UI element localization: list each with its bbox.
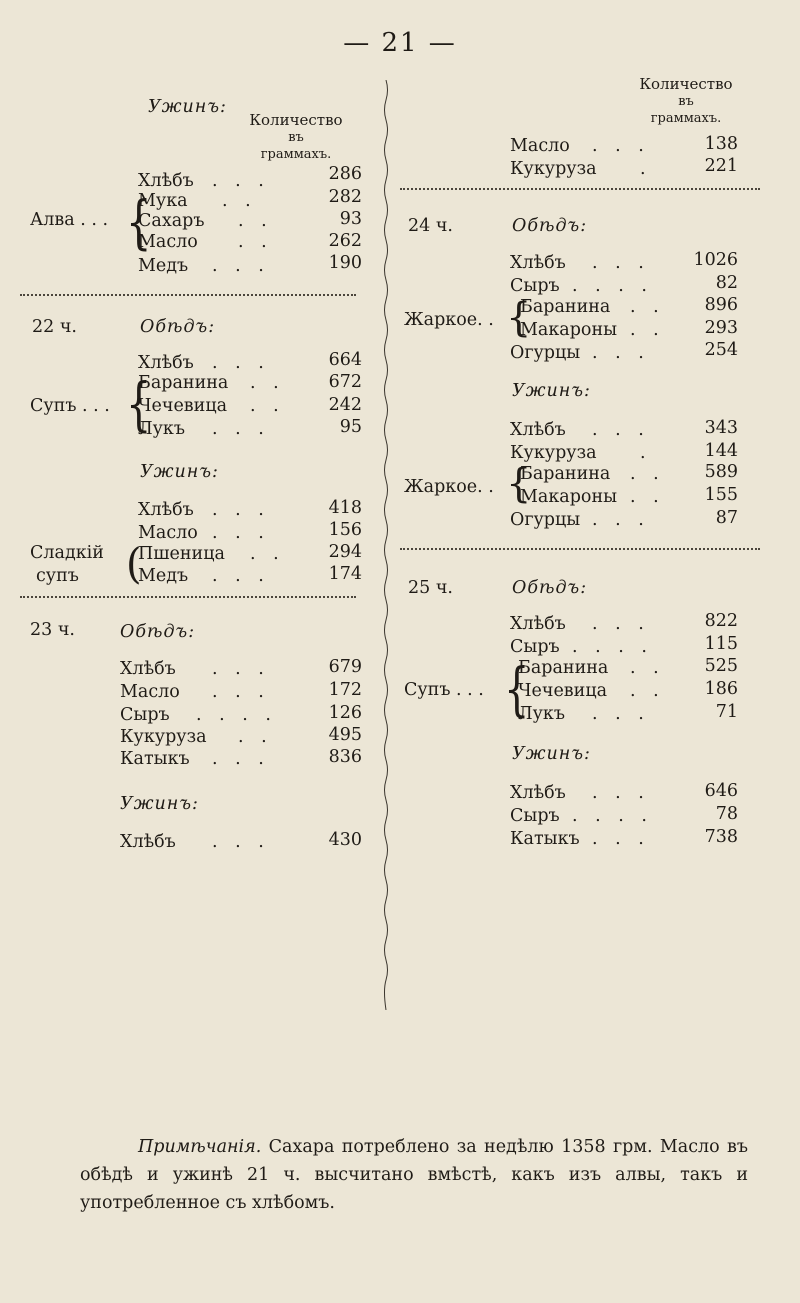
item-name: Макароны bbox=[520, 487, 618, 507]
item-value: 1026 bbox=[693, 250, 738, 270]
item-name: Кукуруза bbox=[510, 443, 597, 463]
item-value: 343 bbox=[704, 418, 738, 438]
item-value: 286 bbox=[328, 164, 362, 184]
item-name: Масло bbox=[120, 682, 180, 702]
dish-name: Сладкій bbox=[30, 543, 104, 563]
dotted-rule bbox=[20, 294, 356, 296]
item-value: 896 bbox=[704, 295, 738, 315]
item-name: Хлѣбъ bbox=[138, 171, 194, 191]
item-name: Хлѣбъ bbox=[138, 500, 194, 520]
item-value: 282 bbox=[328, 187, 362, 207]
brace: { bbox=[506, 461, 532, 507]
item-name: Хлѣбъ bbox=[510, 420, 566, 440]
item-value: 294 bbox=[328, 542, 362, 562]
item-name: Сыръ bbox=[120, 705, 170, 725]
item-value: 672 bbox=[328, 372, 362, 392]
item-value: 254 bbox=[704, 340, 738, 360]
item-value: 221 bbox=[704, 156, 738, 176]
item-name: Макароны bbox=[520, 320, 618, 340]
item-value: 138 bbox=[704, 134, 738, 154]
item-value: 822 bbox=[704, 611, 738, 631]
item-name: Катыкъ bbox=[510, 829, 580, 849]
item-name: Баранина bbox=[520, 464, 611, 484]
item-name: Хлѣбъ bbox=[138, 353, 194, 373]
qty-header-line: въ bbox=[288, 130, 304, 145]
quantity-header-right bbox=[620, 76, 752, 127]
brace: { bbox=[506, 295, 532, 341]
quantity-header-left bbox=[236, 112, 356, 163]
day-label: 25 ч. bbox=[408, 578, 453, 598]
qty-header-line: Количество bbox=[249, 111, 343, 129]
item-value: 115 bbox=[704, 634, 738, 654]
item-value: 738 bbox=[704, 827, 738, 847]
item-value: 82 bbox=[715, 273, 738, 293]
item-value: 78 bbox=[715, 804, 738, 824]
qty-header-line: граммахъ. bbox=[650, 111, 722, 126]
qty-header-line: граммахъ. bbox=[260, 147, 332, 162]
page-number: — 21 — bbox=[343, 28, 457, 58]
item-value: 71 bbox=[715, 702, 738, 722]
item-name: Хлѣбъ bbox=[510, 783, 566, 803]
dish-name: супъ bbox=[36, 566, 79, 586]
book-page: — 21 — Ужинъ: Количество въ граммахъ. Хлѣбъ . . . 286 Алва . . . { Мука . . 282 Сахаръ . . 93 Масло . . 262 Медъ . . . 190 22 ч. Обѣдъ: Хлѣбъ . . . 664 Супъ . . . { Баранина . . 672 Чечевица . . 242 Лукъ . . . 95 Ужинъ: Хлѣбъ . . . 418 Масло . . . 156 Сладкій супъ ( Пшеница . . 294 Медъ . . . 174 23 ч. Обѣдъ: Хлѣбъ . . . 679 Масло . . . 172 Сыръ . . . . 126 Кукуруза . . 495 Катыкъ . . . 836 Ужинъ: Хлѣбъ . . . 430 Количество въ граммахъ. Масло . . . 138 Кукуруза . 221 24 ч. Обѣдъ: Хлѣбъ . . . 1026 Сыръ . . . . 82 Жаркое. . { Баранина . . 896 Макароны . . 293 Огурцы . . . 254 Ужинъ: Хлѣбъ . . . 343 Кукуруза . 144 Жаркое. . { Баранина . . 589 Макароны . . 155 Огурцы . . . 87 25 ч. Обѣдъ: Хлѣбъ . . . 822 Сыръ . . . . 115 Супъ . . . { Баранина . . 525 Чечевица . . 186 Лукъ . . . 71 Ужинъ: Хлѣбъ . . . 646 Сыръ . . . . 78 Катыкъ . . . 738 Примѣчанія. Сахара потреблено за недѣлю 1358 грм. Масло въ обѣдѣ и ужинѣ 21 ч. высчитано вмѣстѣ, какъ изъ алвы, такъ и употребленное съ хлѣбомъ. bbox=[0, 0, 800, 1303]
dotted-rule bbox=[400, 188, 760, 190]
item-name: Кукуруза bbox=[120, 727, 207, 747]
item-name: Медъ bbox=[138, 566, 189, 586]
heading-obed: Обѣдъ: bbox=[120, 622, 196, 642]
dish-name: Жаркое. . bbox=[404, 477, 494, 497]
heading-uzhin: Ужинъ: bbox=[120, 794, 199, 814]
qty-header-line: Количество bbox=[639, 75, 733, 93]
item-value: 174 bbox=[328, 564, 362, 584]
heading-uzhin: Ужинъ: bbox=[148, 97, 227, 117]
heading-obed: Обѣдъ: bbox=[140, 317, 216, 337]
brace: ( bbox=[126, 539, 142, 589]
day-label: 23 ч. bbox=[30, 620, 75, 640]
item-name: Чечевица bbox=[138, 396, 228, 416]
dish-name: Алва . . . bbox=[30, 210, 109, 230]
item-value: 430 bbox=[328, 830, 362, 850]
item-value: 418 bbox=[328, 498, 362, 518]
item-value: 664 bbox=[328, 350, 362, 370]
item-name: Огурцы bbox=[510, 510, 581, 530]
item-name: Баранина bbox=[518, 658, 609, 678]
item-value: 679 bbox=[328, 657, 362, 677]
footnote bbox=[80, 1133, 748, 1217]
dotted-rule bbox=[400, 548, 760, 550]
item-value: 646 bbox=[704, 781, 738, 801]
item-name: Пшеница bbox=[138, 544, 225, 564]
dotted-rule bbox=[20, 596, 356, 598]
item-name: Катыкъ bbox=[120, 749, 190, 769]
dish-name: Супъ . . . bbox=[30, 396, 110, 416]
dish-name: Супъ . . . bbox=[404, 680, 484, 700]
item-name: Сыръ bbox=[510, 276, 560, 296]
item-value: 95 bbox=[339, 417, 362, 437]
item-name: Баранина bbox=[138, 373, 229, 393]
item-value: 155 bbox=[704, 485, 738, 505]
item-value: 293 bbox=[704, 318, 738, 338]
heading-uzhin: Ужинъ: bbox=[512, 744, 591, 764]
item-value: 156 bbox=[328, 520, 362, 540]
heading-uzhin: Ужинъ: bbox=[512, 381, 591, 401]
item-name: Хлѣбъ bbox=[120, 832, 176, 852]
item-value: 262 bbox=[328, 231, 362, 251]
item-name: Лукъ bbox=[138, 419, 185, 439]
item-value: 589 bbox=[704, 462, 738, 482]
brace: { bbox=[504, 656, 530, 724]
day-label: 22 ч. bbox=[32, 317, 77, 337]
brace: { bbox=[126, 189, 152, 257]
item-name: Масло bbox=[138, 232, 198, 252]
item-name: Сыръ bbox=[510, 637, 560, 657]
day-label: 24 ч. bbox=[408, 216, 453, 236]
item-value: 190 bbox=[328, 253, 362, 273]
column-divider bbox=[383, 80, 389, 1010]
qty-header-line: въ bbox=[678, 94, 694, 109]
heading-obed: Обѣдъ: bbox=[512, 578, 588, 598]
item-value: 126 bbox=[328, 703, 362, 723]
item-value: 186 bbox=[704, 679, 738, 699]
item-name: Лукъ bbox=[518, 704, 565, 724]
dish-name: Жаркое. . bbox=[404, 310, 494, 330]
heading-obed: Обѣдъ: bbox=[512, 216, 588, 236]
footnote-text: Сахара потреблено за недѣлю 1358 грм. Масло въ обѣдѣ и ужинѣ 21 ч. высчитано вмѣстѣ, какъ изъ алвы, такъ и употребленное съ хлѣбомъ. bbox=[80, 1137, 748, 1213]
item-name: Хлѣбъ bbox=[510, 614, 566, 634]
item-name: Масло bbox=[138, 523, 198, 543]
footnote-label: Примѣчанія. bbox=[138, 1137, 262, 1157]
item-value: 836 bbox=[328, 747, 362, 767]
item-name: Кукуруза bbox=[510, 159, 597, 179]
item-name: Масло bbox=[510, 136, 570, 156]
item-name: Сахаръ bbox=[138, 211, 205, 231]
item-name: Хлѣбъ bbox=[120, 659, 176, 679]
item-value: 242 bbox=[328, 395, 362, 415]
brace: { bbox=[126, 371, 152, 439]
item-name: Мука bbox=[138, 191, 188, 211]
heading-uzhin: Ужинъ: bbox=[140, 462, 219, 482]
item-value: 144 bbox=[704, 441, 738, 461]
item-name: Сыръ bbox=[510, 806, 560, 826]
item-name: Баранина bbox=[520, 297, 611, 317]
item-name: Медъ bbox=[138, 256, 189, 276]
item-value: 93 bbox=[339, 209, 362, 229]
item-value: 172 bbox=[328, 680, 362, 700]
item-name: Хлѣбъ bbox=[510, 253, 566, 273]
item-name: Чечевица bbox=[518, 681, 608, 701]
item-name: Огурцы bbox=[510, 343, 581, 363]
item-value: 87 bbox=[715, 508, 738, 528]
item-value: 525 bbox=[704, 656, 738, 676]
item-value: 495 bbox=[328, 725, 362, 745]
